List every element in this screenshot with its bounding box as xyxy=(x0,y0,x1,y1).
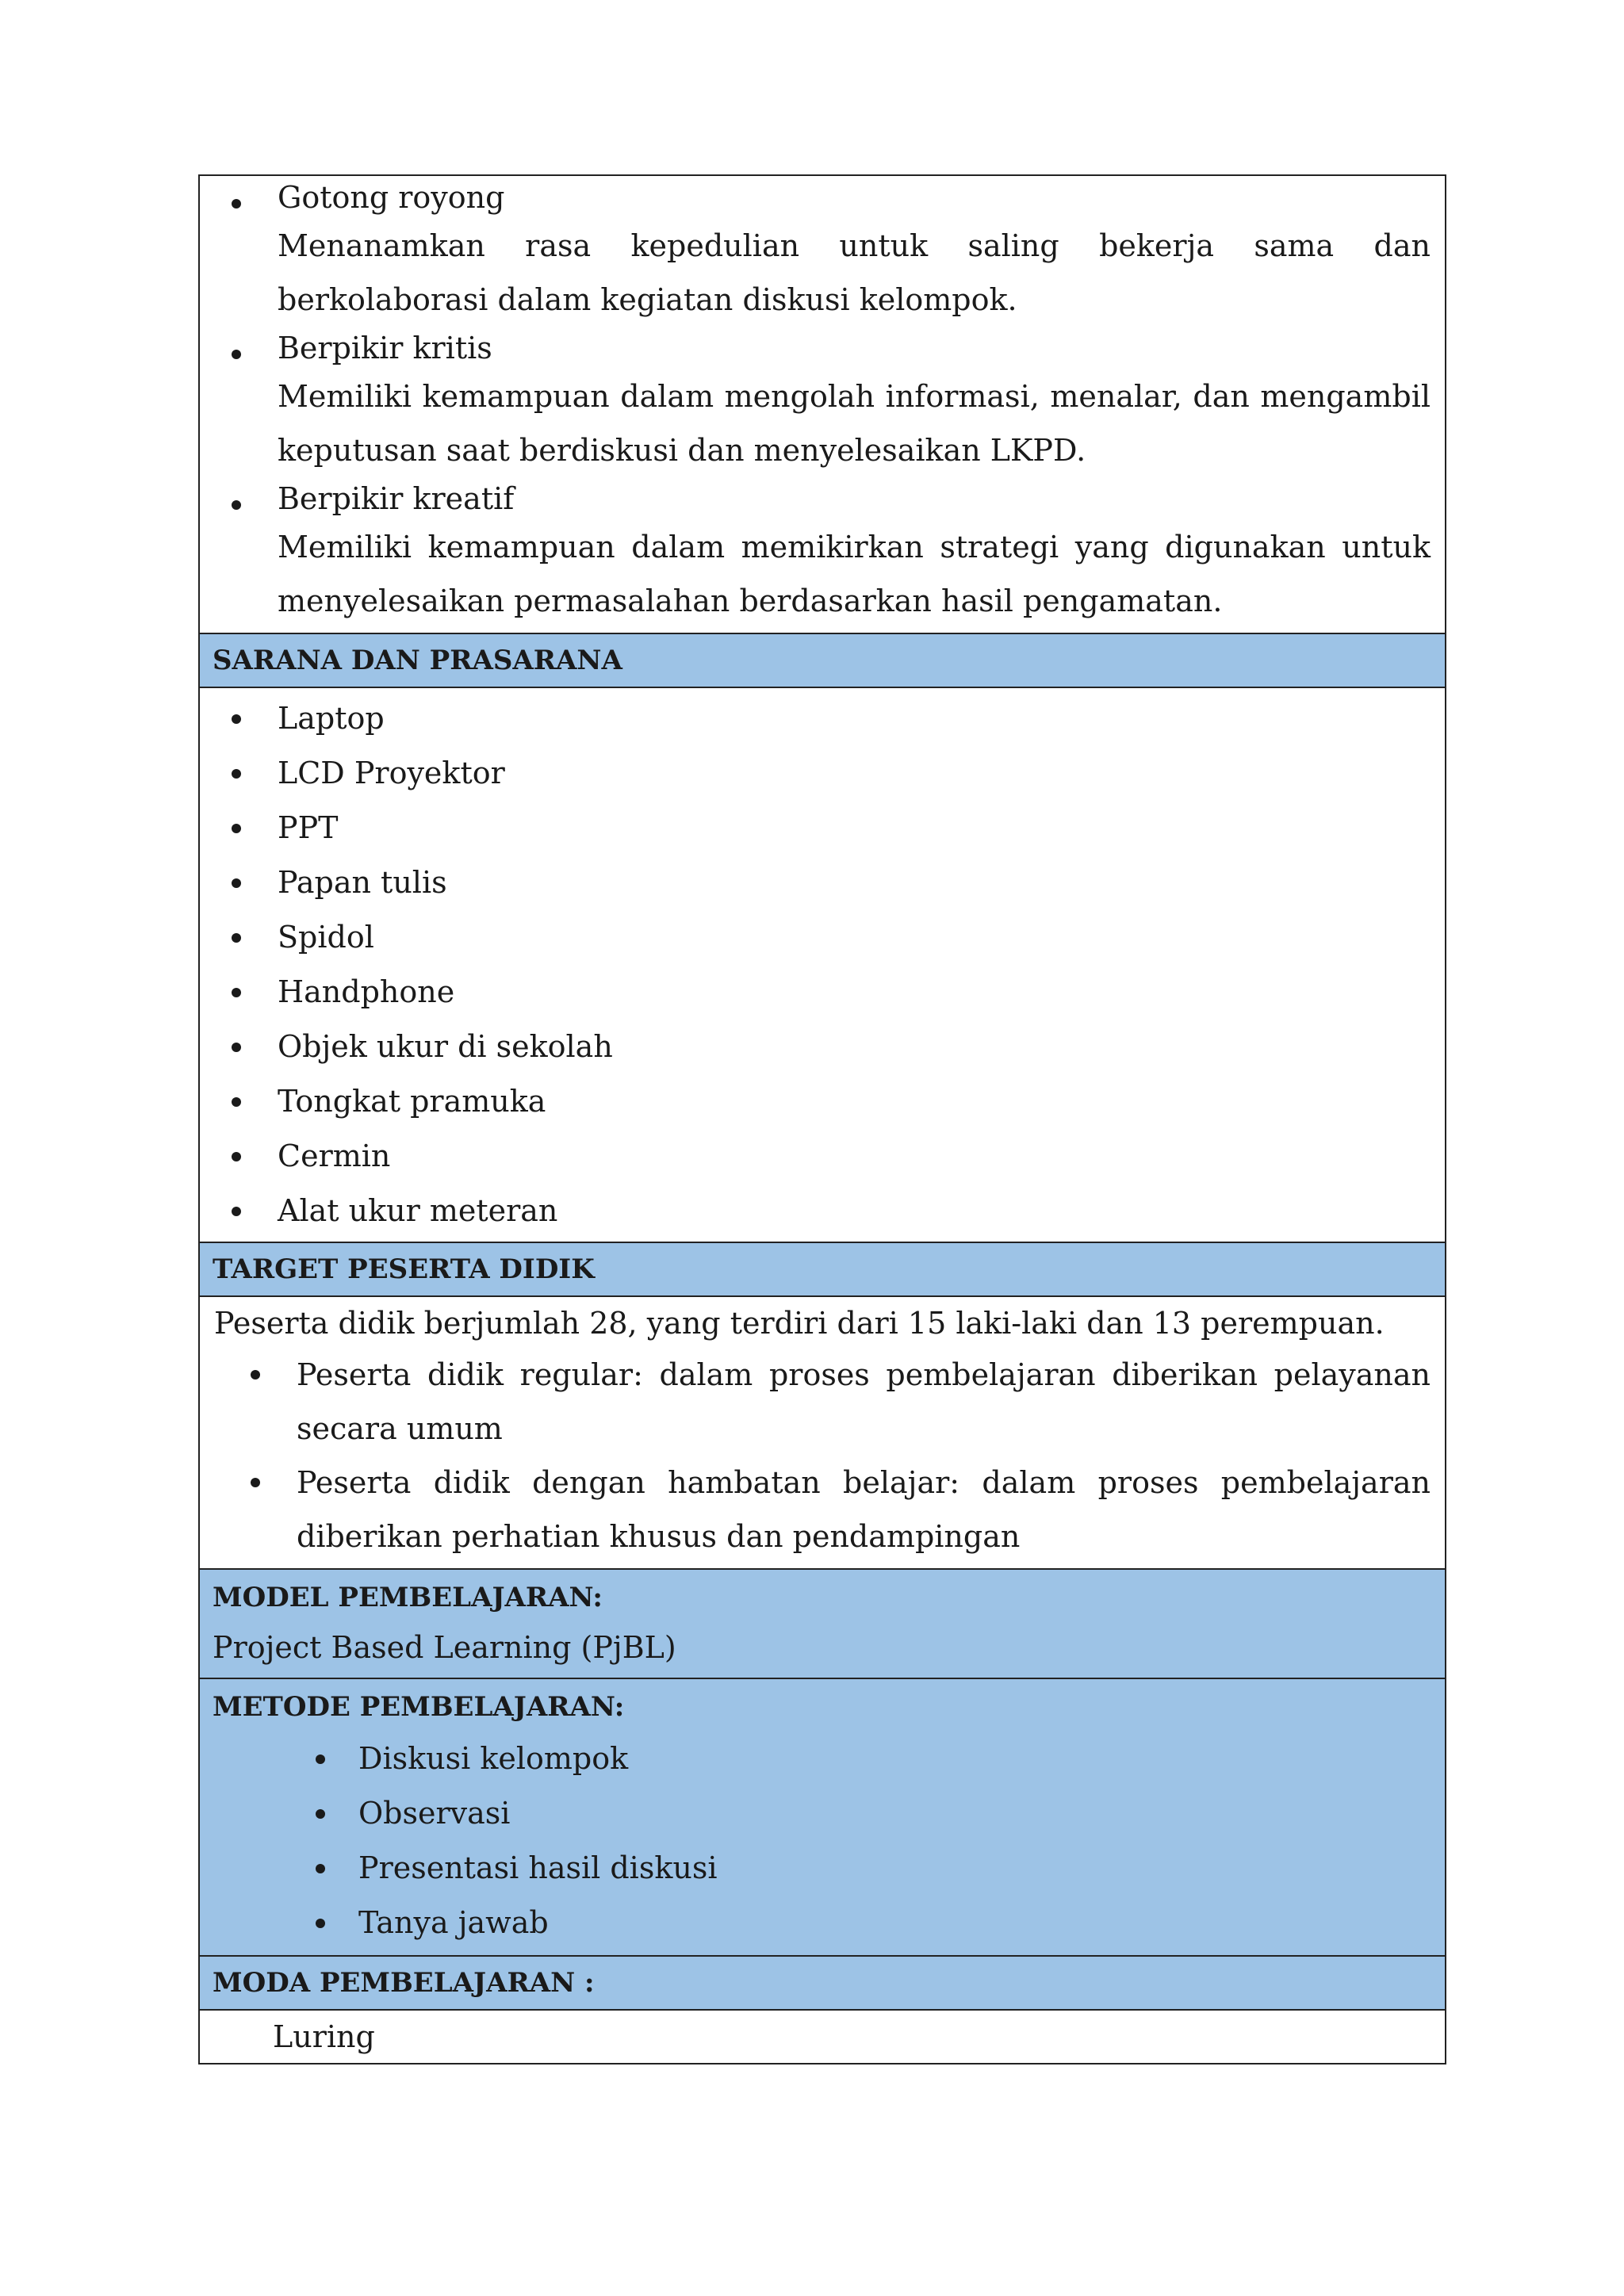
list-item xyxy=(214,1348,1431,1456)
list-item: Diskusi kelompok xyxy=(213,1732,1432,1786)
target-heading: TARGET PESERTA DIDIK xyxy=(200,1242,1445,1295)
target-item-text: Peserta didik dengan hambatan belajar: dalam proses pembelajaran diberikan perhatian khusus dan pendampingan xyxy=(297,1465,1431,1554)
bullet-icon xyxy=(232,350,241,359)
target-section xyxy=(200,1295,1445,1568)
list-item: Cermin xyxy=(214,1129,1431,1184)
list-item: Laptop xyxy=(214,691,1431,746)
bullet-icon xyxy=(232,500,241,510)
value-title: Gotong royong xyxy=(278,180,505,215)
list-item: Objek ukur di sekolah xyxy=(214,1020,1431,1074)
bullet-icon xyxy=(251,1478,260,1487)
list-item: Handphone xyxy=(214,965,1431,1020)
list-item: Observasi xyxy=(213,1786,1432,1841)
list-item xyxy=(214,1456,1431,1563)
target-intro: Peserta didik berjumlah 28, yang terdiri dari 15 laki-laki dan 13 perempuan. xyxy=(214,1306,1385,1341)
value-description: Menanamkan rasa kepedulian untuk saling bekerja sama dan berkolaborasi dalam kegiatan diskusi kelompok. xyxy=(278,228,1431,317)
value-title: Berpikir kritis xyxy=(278,331,492,365)
value-description: Memiliki kemampuan dalam mengolah informasi, menalar, dan mengambil keputusan saat berdiskusi dan menyelesaikan LKPD. xyxy=(278,379,1431,468)
methods-section xyxy=(200,1678,1445,1955)
list-item: Alat ukur meteran xyxy=(214,1184,1431,1238)
mode-heading: MODA PEMBELAJARAN : xyxy=(200,1955,1445,2009)
bullet-icon xyxy=(232,199,241,209)
list-item: Tanya jawab xyxy=(213,1896,1432,1950)
methods-list xyxy=(213,1732,1432,1950)
model-section xyxy=(200,1568,1445,1678)
list-item: PPT xyxy=(214,801,1431,855)
bullet-icon xyxy=(251,1370,260,1380)
model-value: Project Based Learning (PjBL) xyxy=(213,1630,676,1665)
mode-value: Luring xyxy=(200,2009,1445,2063)
value-item xyxy=(214,176,1431,327)
model-heading: MODEL PEMBELAJARAN: xyxy=(213,1582,603,1613)
character-values-section xyxy=(200,176,1445,633)
list-item: LCD Proyektor xyxy=(214,746,1431,801)
value-title: Berpikir kreatif xyxy=(278,481,515,516)
list-item: Presentasi hasil diskusi xyxy=(213,1841,1432,1896)
value-description: Memiliki kemampuan dalam memikirkan strategi yang digunakan untuk menyelesaikan permasalahan berdasarkan hasil pengamatan. xyxy=(278,530,1431,618)
list-item: Spidol xyxy=(214,910,1431,965)
facilities-heading: SARANA DAN PRASARANA xyxy=(200,633,1445,687)
value-item xyxy=(214,327,1431,477)
methods-heading: METODE PEMBELAJARAN: xyxy=(213,1691,625,1723)
list-item: Tongkat pramuka xyxy=(214,1074,1431,1129)
facilities-section xyxy=(200,687,1445,1242)
target-item-text: Peserta didik regular: dalam proses pembelajaran diberikan pelayanan secara umum xyxy=(297,1357,1431,1446)
list-item: Papan tulis xyxy=(214,855,1431,910)
value-item xyxy=(214,477,1431,628)
lesson-plan-table xyxy=(198,174,1446,2064)
facilities-list xyxy=(214,691,1431,1238)
